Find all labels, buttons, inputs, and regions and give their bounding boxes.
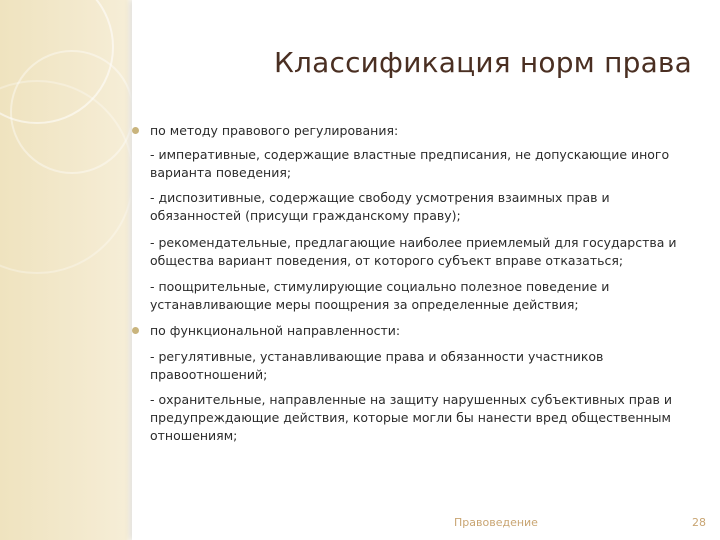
list-item-text: - диспозитивные, содержащие свободу усмотрения взаимных прав и обязанностей (присущи гражданскому праву); (150, 190, 610, 223)
list-item-text: - регулятивные, устанавливающие права и обязанности участников правоотношений; (150, 349, 604, 382)
list-item-text: - рекомендательные, предлагающие наиболее приемлемый для государства и общества вариант поведения, от которого субъект вправе отказаться; (150, 235, 677, 268)
section-heading-text: по методу правового регулирования: (150, 123, 399, 138)
list-item-text: - императивные, содержащие властные предписания, не допускающие иного варианта поведения; (150, 147, 670, 180)
slide (132, 0, 720, 540)
list-item-text: - поощрительные, стимулирующие социально полезное поведение и устанавливающие меры поощрения за определенные действия; (150, 279, 610, 312)
slide-title: Классификация норм права (273, 46, 692, 79)
page-number: 28 (692, 516, 706, 529)
decorative-side-band (0, 0, 132, 540)
footer-subject: Правоведение (454, 516, 538, 529)
list-item-text: - охранительные, направленные на защиту нарушенных субъективных прав и предупреждающие действия, которые могли бы нанести вред общественным отношениям; (150, 392, 672, 443)
bullet-icon (132, 127, 139, 134)
bullet-icon (132, 327, 139, 334)
section-heading-text: по функциональной направленности: (150, 323, 401, 338)
